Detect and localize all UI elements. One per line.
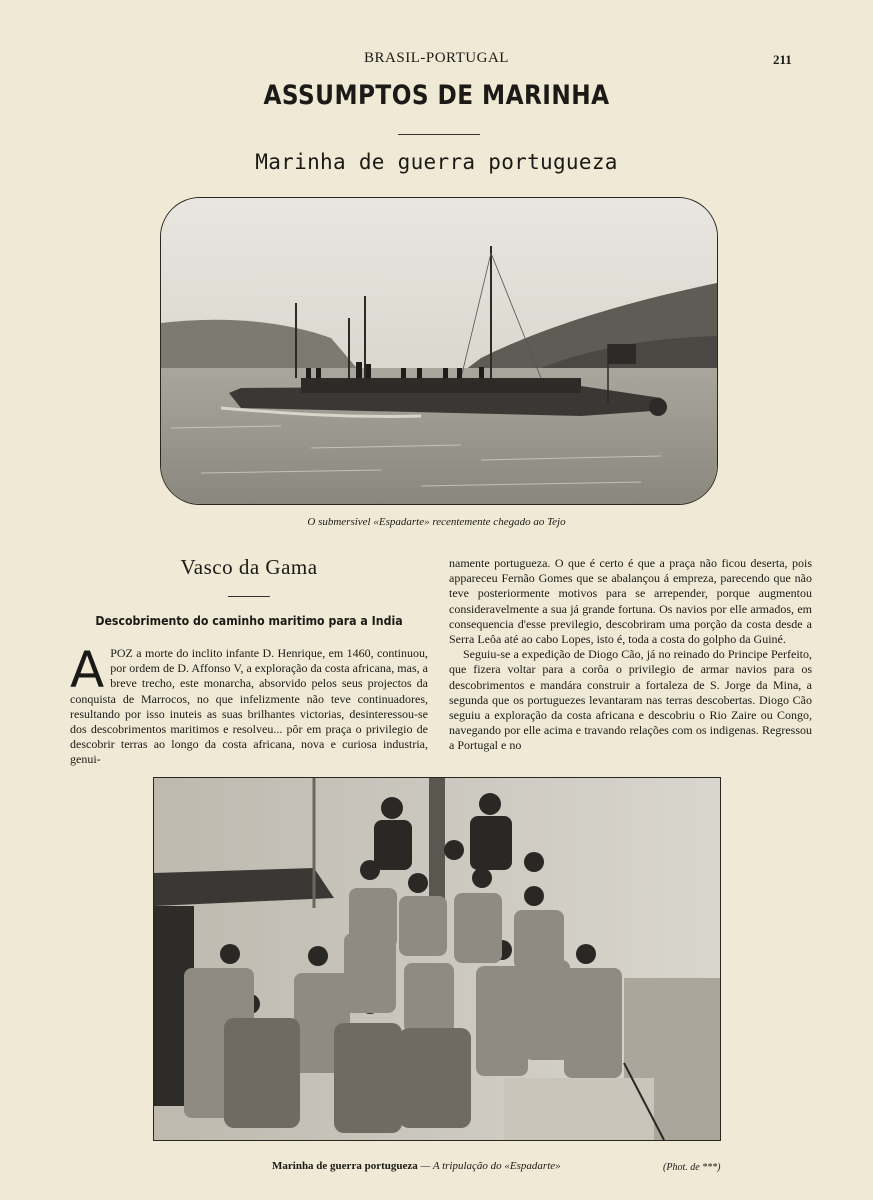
article-left-column [70, 548, 428, 768]
caption-bold-part: Marinha de guerra portugueza [272, 1160, 418, 1172]
paragraph-1-text: POZ a morte do inclito infante D. Henrique, em 1460, continuou, por ordem de D. Affonso V, a exploração da costa africana, mas, a breve trecho, este monarcha, absorvido pelos seus projectos da conquista de Marrocos, no que infelizmente não teve continuadores, resultando por isso inuteis as suas brilhantes victorias, desinteressou-se dos descobrimentos maritimos e resolveu... pôr em praça o privilegio de descobrir terras ao longo da costa africana, nova e curiosa industria, genui- [70, 646, 428, 767]
article-subheading: Descobrimento do caminho maritimo para a India [95, 613, 403, 628]
title-rule [398, 134, 480, 135]
article-paragraph-1 [70, 641, 428, 768]
crew-illustration [154, 778, 720, 1140]
heading-rule [228, 596, 270, 597]
running-head: BRASIL-PORTUGAL [364, 50, 509, 66]
paragraph-1-continued: namente portugueza. O que é certo é que a praça não ficou deserta, pois appareceu Fernão Gomes que se abalançou á empreza, parecendo que não teve posteriormente motivos para se arrepender, porque augmentou consideravelmente a sua já grande fortuna. Os navios por elle armados, em consequencia d'esse previlegio, descobriram uma porção da costa desde a Serra Leôa até ao cabo Lopes, isto é, toda a costa do golpho da Guiné. [449, 556, 812, 647]
article-title: Marinha de guerra portugueza [255, 150, 618, 174]
submarine-photo-caption: O submersivel «Espadarte» recentemente chegado ao Tejo [307, 516, 566, 528]
crew-photo-caption [272, 1160, 561, 1172]
photo-credit: (Phot. de ***) [663, 1162, 721, 1173]
page-number: 211 [773, 52, 792, 67]
caption-italic-part: — A tripulação do «Espadarte» [417, 1160, 561, 1172]
drop-cap: A [70, 641, 105, 699]
article-paragraph-2: Seguiu-se a expedição de Diogo Cão, já no reinado do Principe Perfeito, que fizera voltar para a corôa o privilegio de armar navios para os descobrimentos e mandára construir a fortaleza de S. Jorge da Mina, a segunda que os portuguezes levantaram nas terras descobertas. Diogo Cão seguiu a exploração da costa africana e descobriu o Rio Zaire ou Congo, navegando por elle acima e travando relações com os indigenas. Regressou a Portugal e no [449, 647, 812, 753]
article-heading: Vasco da Gama [180, 555, 318, 579]
section-title: ASSUMPTOS DE MARINHA [263, 80, 610, 111]
crew-photo [153, 777, 721, 1141]
submarine-photo [160, 197, 718, 505]
article-right-column [449, 556, 812, 754]
submarine-illustration [161, 198, 717, 504]
